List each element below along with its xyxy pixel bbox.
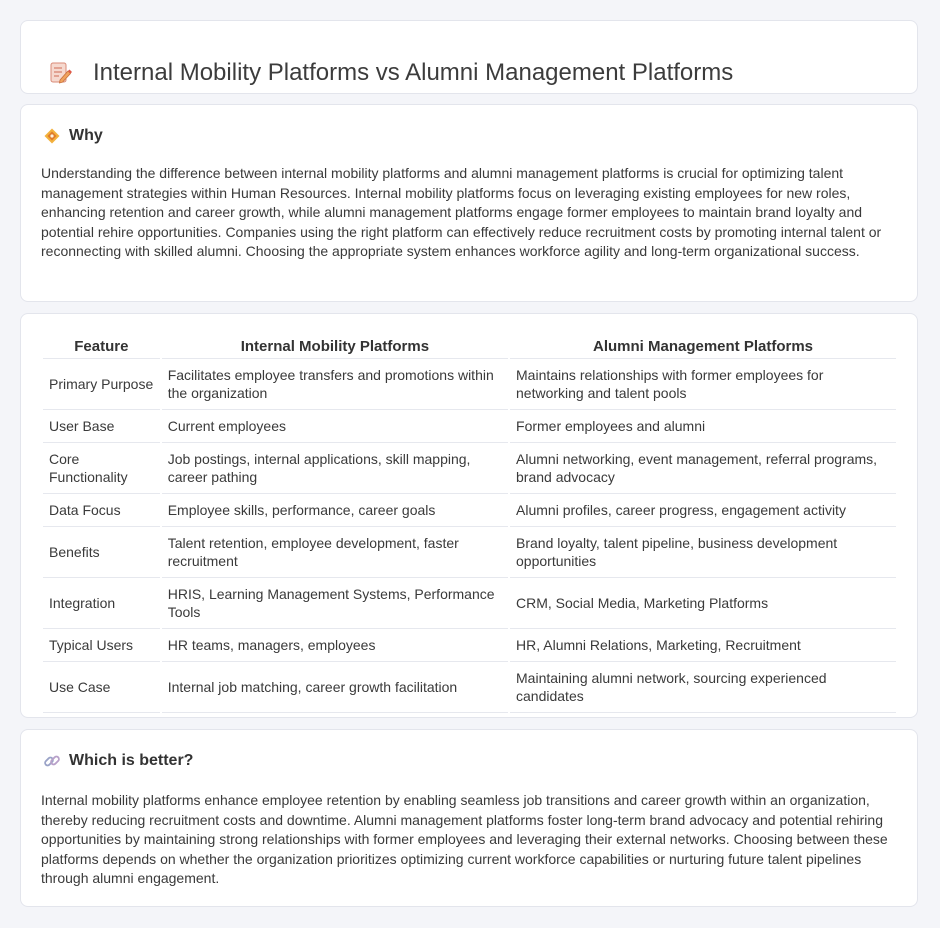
internal-cell: HRIS, Learning Management Systems, Performance Tools [162, 578, 508, 629]
why-heading [43, 127, 103, 145]
table-row [43, 443, 896, 494]
table-row [43, 629, 896, 662]
better-title: Which is better? [69, 752, 194, 769]
internal-cell: Facilitates employee transfers and promotions within the organization [162, 359, 508, 410]
table-header-row [43, 334, 896, 359]
internal-cell: Job postings, internal applications, skill mapping, career pathing [162, 443, 508, 494]
comparison-card [20, 313, 918, 718]
link-icon [43, 752, 61, 770]
table-row [43, 494, 896, 527]
which-is-better-card [20, 729, 918, 907]
page-title: Internal Mobility Platforms vs Alumni Management Platforms [93, 59, 734, 87]
header-feature: Feature [43, 334, 160, 359]
header-internal-mobility: Internal Mobility Platforms [162, 334, 508, 359]
feature-cell: Core Functionality [43, 443, 160, 494]
internal-cell: Current employees [162, 410, 508, 443]
internal-cell: Internal job matching, career growth facilitation [162, 662, 508, 713]
table-row [43, 662, 896, 713]
document-pencil-icon [47, 60, 73, 86]
table-row [43, 359, 896, 410]
feature-cell: Typical Users [43, 629, 160, 662]
better-text: Internal mobility platforms enhance employee retention by enabling seamless job transitions and career growth within an organization, thereby reducing recruitment costs and downtime. Alumni management platforms foster long-term brand advocacy and potential rehiring opportunities by maintaining strong relationships with former employees and leveraging their external networks. Choosing between these platforms depends on whether the organization prioritizes optimizing current workforce capabilities or nurturing future talent pipelines through alumni engagement. [41, 792, 888, 886]
alumni-cell: Alumni networking, event management, referral programs, brand advocacy [510, 443, 896, 494]
internal-cell: Talent retention, employee development, faster recruitment [162, 527, 508, 578]
header-alumni-management: Alumni Management Platforms [510, 334, 896, 359]
why-text: Understanding the difference between internal mobility platforms and alumni management platforms is crucial for optimizing talent management strategies within Human Resources. Internal mobility platforms focus on leveraging existing employees for new roles, enhancing retention and career growth, while alumni management platforms engage former employees to maintain brand loyalty and potential rehire opportunities. Companies using the right platform can effectively reduce recruitment costs by promoting internal talent or reconnecting with skilled alumni. Choosing the appropriate system enhances workforce agility and long-term organizational success. [41, 165, 882, 259]
title-row [47, 43, 733, 103]
diamond-icon [43, 127, 61, 145]
feature-cell: Use Case [43, 662, 160, 713]
table-row [43, 527, 896, 578]
alumni-cell: HR, Alumni Relations, Marketing, Recruitment [510, 629, 896, 662]
table-row [43, 410, 896, 443]
alumni-cell: Maintaining alumni network, sourcing experienced candidates [510, 662, 896, 713]
feature-cell: Data Focus [43, 494, 160, 527]
comparison-table [41, 334, 898, 713]
alumni-cell: Brand loyalty, talent pipeline, business development opportunities [510, 527, 896, 578]
feature-cell: Primary Purpose [43, 359, 160, 410]
feature-cell: Benefits [43, 527, 160, 578]
feature-cell: User Base [43, 410, 160, 443]
alumni-cell: Former employees and alumni [510, 410, 896, 443]
alumni-cell: CRM, Social Media, Marketing Platforms [510, 578, 896, 629]
better-heading [43, 752, 193, 770]
internal-cell: Employee skills, performance, career goals [162, 494, 508, 527]
table-row [43, 578, 896, 629]
internal-cell: HR teams, managers, employees [162, 629, 508, 662]
alumni-cell: Maintains relationships with former employees for networking and talent pools [510, 359, 896, 410]
alumni-cell: Alumni profiles, career progress, engagement activity [510, 494, 896, 527]
why-card [20, 104, 918, 302]
title-card [20, 20, 918, 94]
feature-cell: Integration [43, 578, 160, 629]
why-title: Why [69, 127, 103, 144]
